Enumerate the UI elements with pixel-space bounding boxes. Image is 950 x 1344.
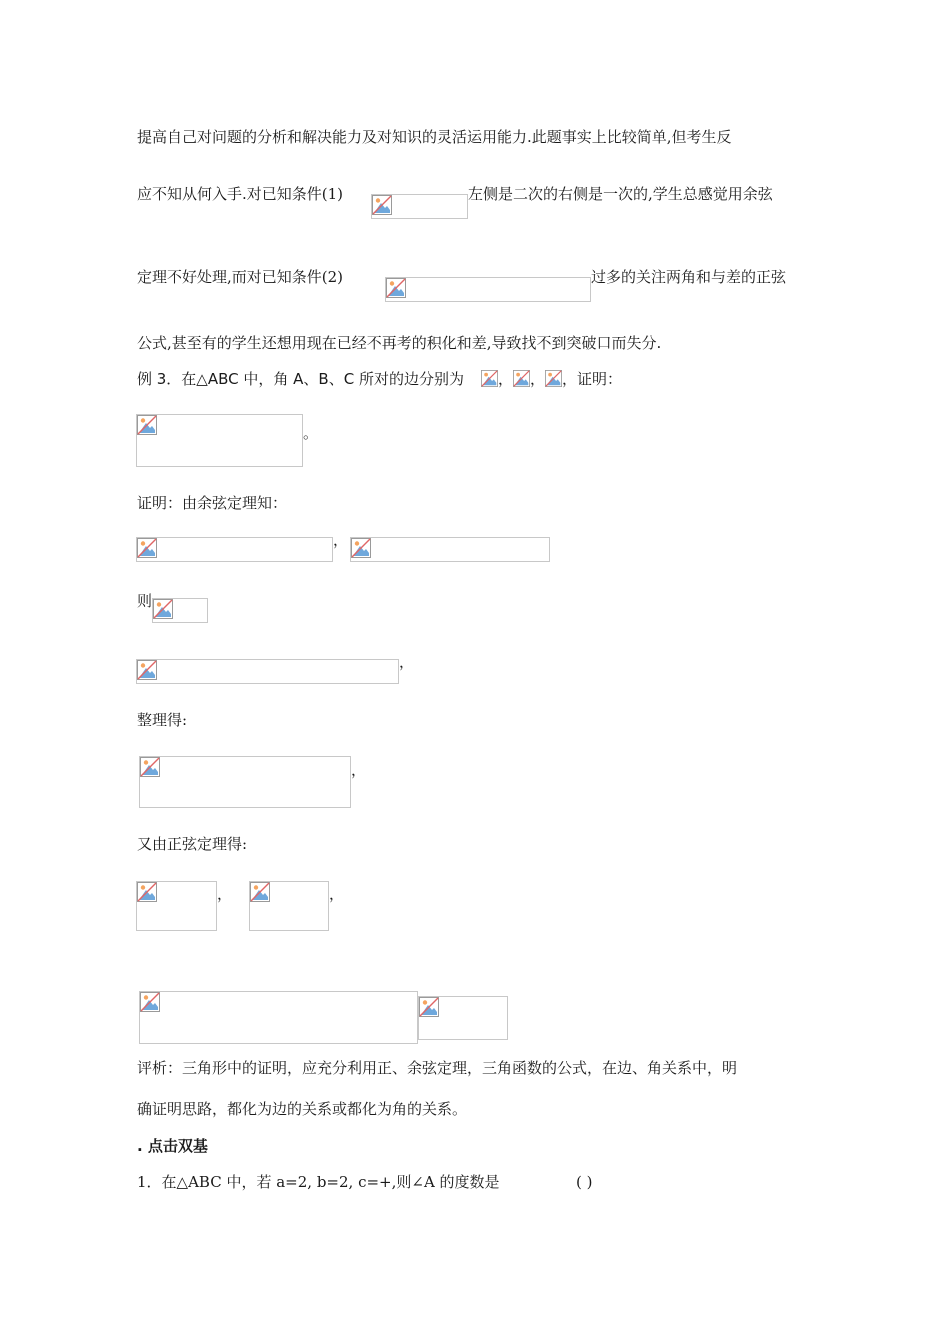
commentary-line-2: 确证明思路，都化为边的关系或都化为角的关系。: [137, 1100, 468, 1118]
paragraph-line-3-end: 过多的关注两角和与差的正弦: [591, 268, 787, 286]
paragraph-line-2-end: 左侧是二次的右侧是一次的,学生总感觉用余弦: [468, 185, 773, 203]
formula-image-cosine-a: [136, 537, 333, 562]
proof-comma-5: ，: [329, 885, 345, 903]
broken-image-icon: [513, 370, 530, 387]
broken-image-icon: [351, 538, 371, 558]
example-3-sep-3: ，证明：: [562, 370, 623, 388]
formula-image-condition-1: [371, 194, 468, 219]
formula-image-conclusion-tail: [418, 996, 508, 1040]
formula-image-expansion: [136, 659, 399, 684]
formula-image-statement: [136, 414, 303, 467]
formula-image-sine-a: [136, 881, 217, 931]
paragraph-line-1: 提高自己对问题的分析和解决能力及对知识的灵活运用能力.此题事实上比较简单,但考生反: [137, 128, 732, 146]
broken-image-icon: [481, 370, 498, 387]
proof-comma-2: ，: [399, 653, 415, 671]
formula-image-side-c: [545, 370, 562, 390]
formula-image-cosine-b: [350, 537, 550, 562]
question-1-answer-paren: ( ): [576, 1173, 593, 1191]
broken-image-icon: [372, 195, 392, 215]
paragraph-line-2-start: 应不知从何入手.对已知条件(1): [137, 185, 344, 203]
example-3-sep-1: ，: [498, 370, 514, 388]
broken-image-icon: [140, 992, 160, 1012]
broken-image-icon: [386, 278, 406, 298]
formula-image-conclusion: [139, 991, 418, 1044]
proof-then: 则: [137, 592, 153, 610]
broken-image-icon: [137, 538, 157, 558]
formula-image-side-a: [481, 370, 498, 390]
example-3-sep-2: ，: [530, 370, 546, 388]
proof-intro: 证明：由余弦定理知：: [137, 494, 288, 512]
proof-comma-3: ，: [351, 761, 367, 779]
paragraph-line-3-start: 定理不好处理,而对已知条件(2): [137, 268, 344, 286]
formula-image-condition-2: [385, 277, 591, 302]
broken-image-icon: [153, 599, 173, 619]
formula-image-ratio: [152, 598, 208, 623]
formula-image-arranged: [139, 756, 351, 808]
broken-image-icon: [137, 415, 157, 435]
paragraph-line-4: 公式,甚至有的学生还想用现在已经不再考的积化和差,导致找不到突破口而失分.: [137, 334, 662, 352]
statement-end-mark: 。: [303, 424, 319, 442]
broken-image-icon: [545, 370, 562, 387]
formula-image-sine-b: [249, 881, 329, 931]
formula-image-side-b: [513, 370, 530, 390]
broken-image-icon: [140, 757, 160, 777]
broken-image-icon: [137, 660, 157, 680]
proof-comma-1: ，: [333, 531, 349, 549]
broken-image-icon: [250, 882, 270, 902]
proof-comma-4: ，: [217, 885, 233, 903]
commentary-line-1: 评析：三角形中的证明，应充分利用正、余弦定理，三角函数的公式，在边、角关系中，明: [137, 1059, 738, 1077]
example-3-prefix: 例 3．在△ABC 中，角 A、B、C 所对的边分别为: [137, 370, 464, 388]
proof-arrange: 整理得:: [137, 711, 188, 729]
proof-sine-rule: 又由正弦定理得:: [137, 835, 248, 853]
section-heading: . 点击双基: [137, 1137, 208, 1155]
broken-image-icon: [419, 997, 439, 1017]
question-1-text: 1．在△ABC 中，若 a=2, b=2, c=+,则∠A 的度数是: [137, 1173, 500, 1191]
broken-image-icon: [137, 882, 157, 902]
